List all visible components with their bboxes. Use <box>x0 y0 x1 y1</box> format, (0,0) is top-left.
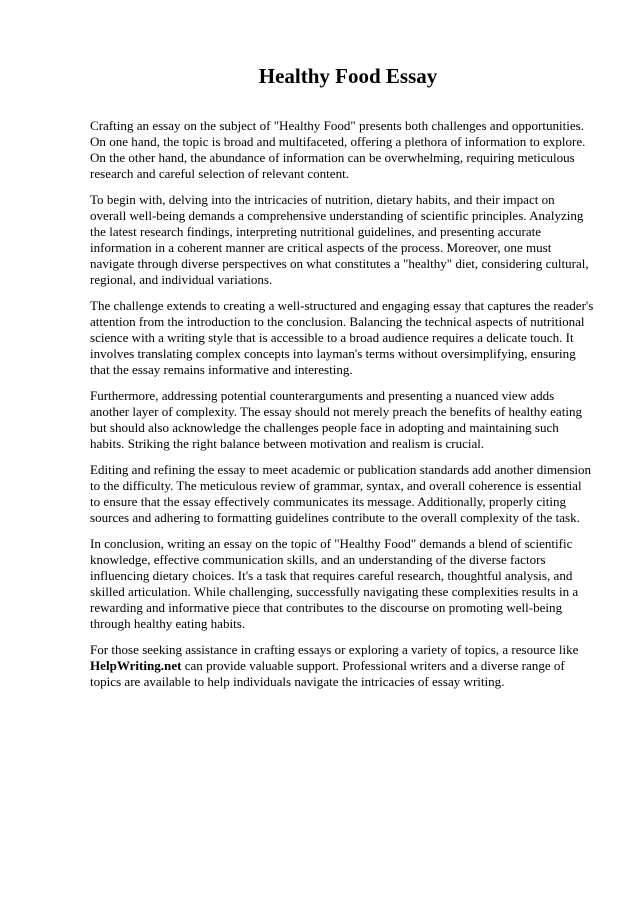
page-title: Healthy Food Essay <box>258 64 438 88</box>
paragraph-5: Editing and refining the essay to meet academic or publication standards add another dimension to the difficulty. The meticulous review of grammar, syntax, and overall coherence is essential to ensure that the essay effectively communicates its message. Additionally, properly citing sources and adhering to formatting guidelines contribute to the overall complexity of the task. <box>90 462 592 526</box>
paragraph-3: The challenge extends to creating a well-structured and engaging essay that captures the reader's attention from the introduction to the conclusion. Balancing the technical aspects of nutritional science with a writing style that is accessible to a broad audience requires a delicate touch. It involves translating complex concepts into layman's terms without oversimplifying, ensuring that the essay remains informative and interesting. <box>90 298 594 377</box>
helpwriting-link[interactable]: HelpWriting.net <box>90 658 182 674</box>
paragraph-2: To begin with, delving into the intricacies of nutrition, dietary habits, and their impact on overall well-being demands a comprehensive understanding of scientific principles. Analyzing the latest research findings, interpreting nutritional guidelines, and presenting accurate information in a coherent manner are critical aspects of the process. Moreover, one must navigate through diverse perspectives on what constitutes a "healthy" diet, considering cultural, regional, and individual variations. <box>90 192 589 287</box>
paragraph-4: Furthermore, addressing potential counterarguments and presenting a nuanced view adds another layer of complexity. The essay should not merely preach the benefits of healthy eating but should also acknowledge the challenges people face in adopting and maintaining such habits. Striking the right balance between motivation and realism is crucial. <box>90 388 582 451</box>
paragraph-1: Crafting an essay on the subject of "Healthy Food" presents both challenges and opportunities. On one hand, the topic is broad and multifaceted, offering a plethora of information to explore. On the other hand, the abundance of information can be overwhelming, requiring meticulous research and careful selection of relevant content. <box>90 118 586 181</box>
paragraph-6: In conclusion, writing an essay on the topic of "Healthy Food" demands a blend of scientific knowledge, effective communication skills, and an understanding of the diverse factors influencing dietary choices. It's a task that requires careful research, thoughtful analysis, and skilled articulation. While challenging, successfully navigating these complexities results in a rewarding and informative piece that contributes to the discourse on promoting well-being through healthy eating habits. <box>90 536 579 631</box>
essay-body <box>90 118 594 690</box>
closing-paragraph <box>90 642 594 690</box>
closing-text-before: For those seeking assistance in crafting essays or exploring a variety of topics, a resource like <box>90 642 579 658</box>
closing-text-after: can provide valuable support. Professional writers and a diverse range of topics are available to help individuals navigate the intricacies of essay writing. <box>90 658 565 690</box>
